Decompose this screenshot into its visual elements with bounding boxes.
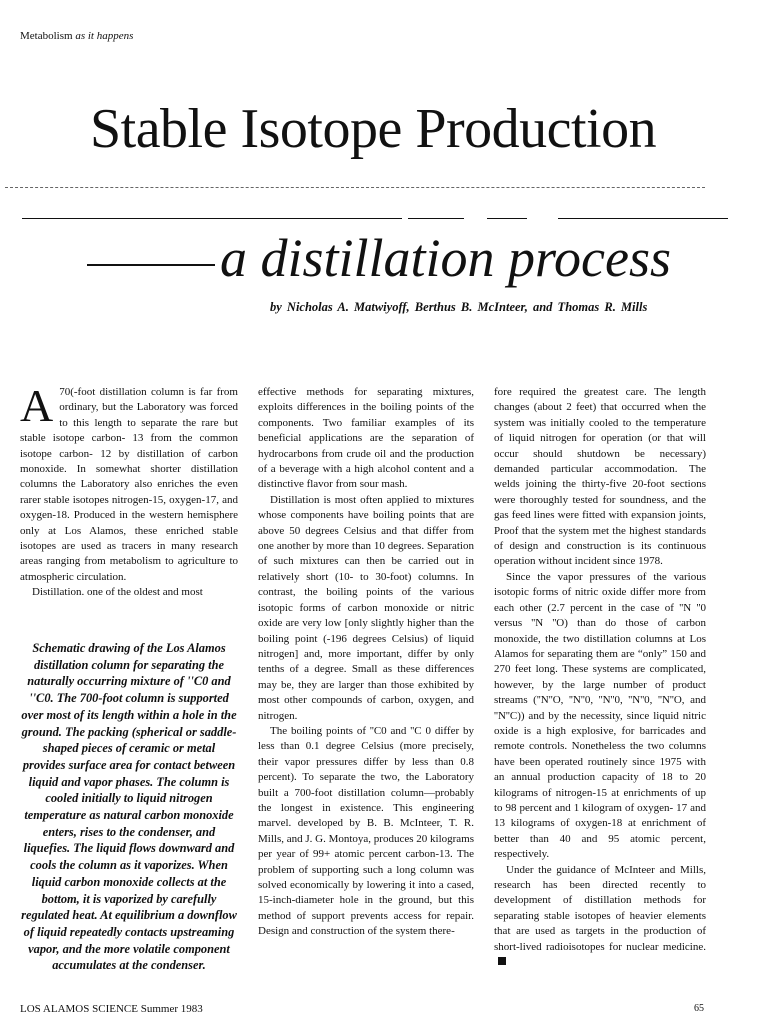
article-title: Stable Isotope Production bbox=[90, 98, 657, 160]
column-2 bbox=[258, 385, 474, 940]
paragraph-text: 70(-foot distillation column is far from ordinary, but the Laboratory was forced to this length to separate the rare but stable isotope carbon- 13 from the common isotope carbon- 12 by distillation of carbon monoxide. In somewhat shorter distillation columns the Laboratory also enriches the even rarer stable isotopes nitrogen-15, oxygen-17, and oxygen-18. Produced in the western hemisphere only at Los Alamos, these enriched stable isotopes are used as tracers in many research areas ranging from metabolism to agriculture to atmospheric circulation. bbox=[20, 386, 238, 583]
divider-rule bbox=[558, 218, 728, 219]
divider-rule bbox=[408, 218, 464, 219]
paragraph bbox=[494, 863, 706, 971]
byline: by Nicholas A. Matwiyoff, Berthus B. McInteer, and Thomas R. Mills bbox=[270, 300, 648, 314]
drop-cap: A bbox=[20, 380, 54, 431]
running-head bbox=[20, 30, 133, 42]
article-subtitle: a distillation process bbox=[220, 228, 672, 288]
column-3 bbox=[494, 385, 706, 970]
running-head-section: Metabolism bbox=[20, 30, 73, 42]
running-head-italic: as it happens bbox=[75, 30, 134, 42]
end-mark-icon bbox=[498, 957, 506, 965]
paragraph: Distillation is most often applied to mixtures whose components have boiling points that are above 50 degrees Celsius and that differ from one another by more than 10 degrees. Separation of such mixtures can then be carried out in relatively short (10- to 30-foot) columns. In contrast, the boiling points of the various isotopic forms of carbon monoxide or nitric oxide are very low [only slightly higher than the boiling point (-196 degrees Celsius) of liquid nitrogen] and, more important, differ by only tenths of a degree. Small as these differences may be, they are larger than those exhibited by most other compounds of carbon, oxygen, and nitrogen. bbox=[258, 493, 474, 722]
paragraph: effective methods for separating mixtures, exploits differences in the boiling points of the components. Two familiar examples of its beneficial applications are the separation of hydrocarbons from crude oil and the production of a beverage with a high alcohol content and a distinctive flavor from sour mash. bbox=[258, 386, 474, 491]
paragraph: fore required the greatest care. The length changes (about 2 feet) that occurred when the system was initially cooled to the temperature of liquid nitrogen for operation (or that will occur should shutdown be necessary) demanded particular accommodation. The welds joining the thirty-five 20-foot sections were thoroughly tested for soundness, and the gas feed lines were fitted with expansion joints, Proof that the system met the highest standards of design and construction is its continuous operation without incident since 1978. bbox=[494, 386, 706, 568]
divider-rule bbox=[22, 218, 402, 219]
divider-rule bbox=[487, 218, 527, 219]
paragraph: Since the vapor pressures of the various isotopic forms of nitric oxide differ more from each other (2.7 percent in the case of ''N ''0 versus ''N ''O) than do those of carbon monoxide, the two distillation columns at Los Alamos for separating them are “only” 150 and 270 feet long. These systems are complicated, however, by the large number of product streams (''N''O, ''N''0, ''N''0, ''N''0, ''N''O, and ''N''C)) and by the necessity, since liquid nitric oxide is a high explosive, for barricades and remote controls. Nonetheless the two columns have been operated routinely since 1975 with an annual production capacity of 18 to 20 kilograms of nitrogen-15 at enrichments of up to 98 percent and 1 kilogram of oxygen- 17 and 13 kilograms of oxygen-18 at enrichment of better than 40 and 95 atomic percent, respectively. bbox=[494, 570, 706, 861]
paragraph bbox=[20, 380, 238, 585]
subtitle-dash bbox=[87, 264, 215, 266]
footer-journal: LOS ALAMOS SCIENCE Summer 1983 bbox=[20, 1003, 203, 1015]
figure-caption: Schematic drawing of the Los Alamos distillation column for separating the naturally occurring mixture of ''C0 and ''C0. The 700-foot column is supported over most of its length within a hole in the ground. The packing (spherical or saddle-shaped pieces of ceramic or metal provides surface area for contact between liquid and vapor phases. The column is cooled initially to liquid nitrogen temperature as natural carbon monoxide enters, rises to the condenser, and liquefies. The liquid flows downward and cools the column as it vaporizes. When liquid carbon monoxide collects at the bottom, it is vaporized by carefully regulated heat. At equilibrium a downflow of liquid repeatedly contacts upstreaming vapor, and the more volatile component accumulates at the condenser. bbox=[21, 641, 237, 973]
page-number: 65 bbox=[694, 1003, 704, 1014]
dashed-divider bbox=[5, 187, 705, 188]
column-1 bbox=[20, 380, 238, 601]
paragraph-text: Under the guidance of McInteer and Mills, research has been directed recently to development of distillation methods for separating stable isotopes of heavier elements that are used as targets in the production of short-lived radioisotopes for nuclear medicine. bbox=[494, 863, 706, 953]
paragraph: Distillation. one of the oldest and most bbox=[32, 586, 203, 599]
paragraph: The boiling points of ''C0 and ''C 0 differ by less than 0.1 degree Celsius (more precisely, their vapor pressures differ by less than 0.8 percent). To separate the two, the Laboratory built a 700-foot distillation column—probably the longest in existence. This engineering marvel. developed by B. B. McInteer, T. R. Mills, and J. G. Montoya, produces 20 kilograms per year of 99+ atomic percent carbon-13. The problem of supporting such a long column was solved economically by lowering it into a cased, 15-inch-diameter hole in the ground, but this method of support prevents access for repair. Design and construction of the system there- bbox=[258, 724, 475, 938]
